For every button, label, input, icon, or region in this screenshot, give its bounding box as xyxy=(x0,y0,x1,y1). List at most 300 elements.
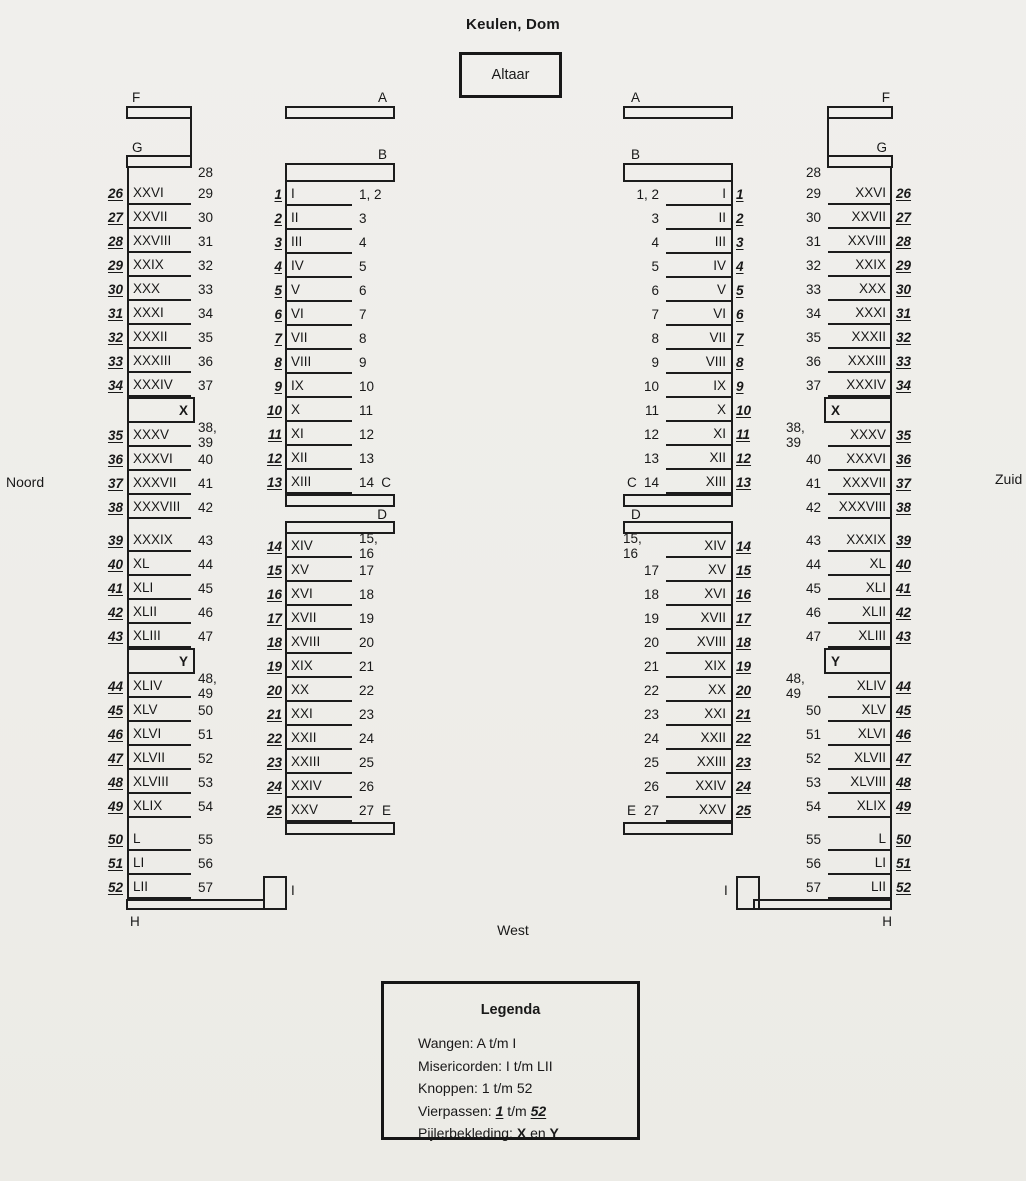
seat-cell xyxy=(285,606,352,630)
stall-row xyxy=(99,181,233,205)
vierpas-number: 38 xyxy=(107,499,123,515)
vierpas-number: 8 xyxy=(274,354,282,370)
vierpas-number: 25 xyxy=(266,802,282,818)
misericorde-numeral: XXVII xyxy=(851,208,886,224)
misericorde-numeral: II xyxy=(291,209,299,225)
misericorde-numeral: XLVI xyxy=(857,725,886,741)
stall-row xyxy=(99,624,233,648)
knop-number: 10 xyxy=(643,378,659,394)
knop-number: 13 xyxy=(643,450,659,466)
seat-cell xyxy=(828,770,892,794)
stall-row xyxy=(265,531,395,561)
altar-box xyxy=(459,52,562,98)
knop-number: 14 xyxy=(643,474,659,490)
vierpas-number: 44 xyxy=(107,678,123,694)
vierpas-number: 13 xyxy=(266,474,282,490)
vierpas-number: 42 xyxy=(107,604,123,620)
knop-number: 5 xyxy=(651,258,659,274)
stall-row xyxy=(265,558,395,582)
seat-cell xyxy=(127,447,191,471)
knop-number: 38, 39 xyxy=(786,420,805,450)
vierpas-number: 50 xyxy=(896,831,912,847)
knop-number: 19 xyxy=(359,610,375,626)
misericorde-numeral: XII xyxy=(291,449,308,465)
knop-number: 35 xyxy=(198,329,214,345)
misericorde-numeral: XXIV xyxy=(695,777,726,793)
vierpas-number: 20 xyxy=(266,682,282,698)
vierpas-number: 48 xyxy=(107,774,123,790)
seat-cell xyxy=(666,702,733,726)
stall-row xyxy=(623,446,753,470)
seat-cell xyxy=(828,624,892,648)
seat-cell xyxy=(828,746,892,770)
vierpas-number: 19 xyxy=(736,658,752,674)
vierpas-number: 11 xyxy=(267,426,282,442)
knop-number: 10 xyxy=(359,378,375,394)
misericorde-numeral: XVIII xyxy=(696,633,726,649)
knop-number: 54 xyxy=(805,798,821,814)
direction-label-west: West xyxy=(497,922,529,938)
knop-number: 26 xyxy=(643,778,659,794)
stall-row xyxy=(623,254,753,278)
wange-bar-E xyxy=(285,822,395,835)
seat-cell xyxy=(127,576,191,600)
seat-cell xyxy=(666,798,733,822)
knop-number: 48, 49 xyxy=(198,671,217,701)
seat-cell xyxy=(828,576,892,600)
stall-row xyxy=(786,528,920,552)
pillar-Y: Y xyxy=(824,648,892,674)
vierpas-number: 6 xyxy=(274,306,282,322)
stall-row xyxy=(786,253,920,277)
knop-number: 40 xyxy=(198,451,214,467)
misericorde-numeral: XLVIII xyxy=(133,773,169,789)
misericorde-numeral: XLVII xyxy=(133,749,166,765)
seat-cell xyxy=(285,654,352,678)
stall-row xyxy=(786,373,920,397)
misericorde-numeral: XIII xyxy=(705,473,726,489)
stall-row xyxy=(265,582,395,606)
misericorde-numeral: XLII xyxy=(861,603,886,619)
misericorde-numeral: XVIII xyxy=(291,633,321,649)
wange-label-E: E xyxy=(381,802,391,818)
knop-number: 24 xyxy=(359,730,375,746)
knop-number: 26 xyxy=(359,778,375,794)
misericorde-numeral: XVII xyxy=(291,609,317,625)
stall-row xyxy=(99,600,233,624)
misericorde-numeral: XIX xyxy=(291,657,313,673)
vierpas-number: 5 xyxy=(274,282,282,298)
legend-box xyxy=(381,981,640,1140)
seat-cell xyxy=(828,205,892,229)
misericorde-numeral: XIX xyxy=(704,657,726,673)
wange-label-F: F xyxy=(132,90,141,105)
misericorde-numeral: XLV xyxy=(133,701,158,717)
knop-number: 35 xyxy=(805,329,821,345)
stall-column-south-inner xyxy=(623,90,753,835)
seat-cell xyxy=(127,168,191,181)
seat-cell xyxy=(666,582,733,606)
misericorde-numeral: XLII xyxy=(133,603,158,619)
misericorde-numeral: L xyxy=(133,830,141,846)
spacer xyxy=(265,119,395,147)
misericorde-numeral: LI xyxy=(874,854,886,870)
page-title: Keulen, Dom xyxy=(466,16,560,33)
vierpas-number: 4 xyxy=(274,258,282,274)
misericorde-numeral: XV xyxy=(707,561,726,577)
misericorde-numeral: XXXIV xyxy=(133,376,173,392)
vierpas-number: 26 xyxy=(896,185,912,201)
misericorde-numeral: XLIV xyxy=(856,677,886,693)
pillar-X: X xyxy=(127,397,195,423)
seat-cell xyxy=(285,630,352,654)
stall-row xyxy=(99,722,233,746)
knop-number: 1, 2 xyxy=(636,186,659,202)
seat-cell xyxy=(828,181,892,205)
knop-number: 5 xyxy=(359,258,367,274)
seat-cell xyxy=(285,230,352,254)
vierpas-number: 43 xyxy=(107,628,123,644)
misericorde-numeral: XIV xyxy=(704,537,726,553)
stall-row xyxy=(786,698,920,722)
stall-row xyxy=(265,798,395,822)
vierpas-number: 50 xyxy=(107,831,123,847)
vierpas-number: 52 xyxy=(896,879,912,895)
stall-row xyxy=(99,277,233,301)
knop-number: 45 xyxy=(805,580,821,596)
wange-bar-F xyxy=(827,106,893,119)
legend-text: Pijlerbekleding: xyxy=(418,1125,517,1141)
vierpas-number: 2 xyxy=(736,210,744,226)
wange-label-G: G xyxy=(132,140,143,155)
stall-row xyxy=(265,654,395,678)
misericorde-numeral: IX xyxy=(713,377,726,393)
misericorde-numeral: XXXVIII xyxy=(838,498,886,514)
seat-cell xyxy=(127,423,191,447)
knop-number: 15, 16 xyxy=(359,531,378,561)
misericorde-numeral: XXVII xyxy=(133,208,168,224)
knop-number: 55 xyxy=(198,831,214,847)
misericorde-numeral: XXI xyxy=(704,705,726,721)
seat-cell xyxy=(127,277,191,301)
vierpas-number: 10 xyxy=(266,402,282,418)
knop-number: 11 xyxy=(359,402,374,418)
wange-bar-E xyxy=(623,822,733,835)
seat-cell xyxy=(666,750,733,774)
vierpas-number: 31 xyxy=(107,305,123,321)
wange-bar-H xyxy=(126,899,265,910)
seat-cell xyxy=(127,495,191,519)
wange-label-I: I xyxy=(291,883,295,898)
knop-number: 18 xyxy=(359,586,375,602)
wange-bar-F xyxy=(126,106,192,119)
misericorde-numeral: X xyxy=(716,401,726,417)
legend-text: Vierpassen: xyxy=(418,1102,496,1119)
knop-number: 22 xyxy=(643,682,659,698)
stall-row xyxy=(786,600,920,624)
seat-cell xyxy=(666,182,733,206)
stall-row xyxy=(265,302,395,326)
seat-cell xyxy=(285,326,352,350)
misericorde-numeral: XVII xyxy=(700,609,726,625)
seat-cell xyxy=(285,350,352,374)
vierpas-number: 20 xyxy=(736,682,752,698)
pillar-Y: Y xyxy=(127,648,195,674)
knop-number: 36 xyxy=(805,353,821,369)
vierpas-number: 32 xyxy=(107,329,123,345)
spacer xyxy=(623,119,753,147)
seat-cell xyxy=(666,726,733,750)
seat-cell xyxy=(828,528,892,552)
misericorde-numeral: XXX xyxy=(858,280,886,296)
stall-row xyxy=(99,552,233,576)
seat-cell xyxy=(285,398,352,422)
misericorde-numeral: XIII xyxy=(291,473,312,489)
vierpas-number: 29 xyxy=(896,257,912,273)
stall-row xyxy=(786,349,920,373)
knop-number: 29 xyxy=(198,185,214,201)
knop-number: 37 xyxy=(198,377,214,393)
wange-label-B: B xyxy=(631,147,641,162)
knop-number: 51 xyxy=(805,726,821,742)
legend-text: en xyxy=(526,1125,550,1141)
seat-cell xyxy=(666,206,733,230)
wange-bar-B xyxy=(623,163,733,182)
vierpas-number: 22 xyxy=(266,730,282,746)
seat-cell xyxy=(828,253,892,277)
vierpas-number: 17 xyxy=(736,610,752,626)
misericorde-numeral: LII xyxy=(870,878,886,894)
wange-label-I: I xyxy=(724,883,728,898)
stall-gap xyxy=(127,519,191,528)
stall-row xyxy=(99,528,233,552)
misericorde-numeral: III xyxy=(291,233,303,249)
vierpas-number: 28 xyxy=(107,233,123,249)
vierpas-number: 19 xyxy=(266,658,282,674)
misericorde-numeral: XXVIII xyxy=(133,232,172,248)
vierpas-number: 40 xyxy=(107,556,123,572)
vierpas-number: 16 xyxy=(736,586,752,602)
seat-cell xyxy=(285,374,352,398)
vierpas-number: 41 xyxy=(896,580,912,596)
seat-cell xyxy=(828,301,892,325)
seat-cell xyxy=(285,422,352,446)
misericorde-numeral: XLIV xyxy=(133,677,163,693)
knop-number: 32 xyxy=(805,257,821,273)
seat-cell xyxy=(285,206,352,230)
knop-number: 23 xyxy=(359,706,375,722)
seat-cell xyxy=(666,774,733,798)
seat-cell xyxy=(285,302,352,326)
misericorde-numeral: XX xyxy=(291,681,310,697)
seat-cell xyxy=(828,277,892,301)
legend-title: Legenda xyxy=(480,1002,541,1018)
vierpas-number: 41 xyxy=(107,580,123,596)
seat-cell xyxy=(666,326,733,350)
vierpas-number: 23 xyxy=(266,754,282,770)
vierpas-number: 32 xyxy=(896,329,912,345)
knop-number: 19 xyxy=(643,610,659,626)
misericorde-numeral: XLIII xyxy=(858,627,886,643)
seat-cell xyxy=(828,495,892,519)
vierpas-number: 7 xyxy=(736,330,744,346)
stall-row xyxy=(623,182,753,206)
knop-number: 8 xyxy=(359,330,367,346)
vierpas-number: 18 xyxy=(736,634,752,650)
knop-number: 54 xyxy=(198,798,214,814)
knop-number: 43 xyxy=(805,532,821,548)
stall-row xyxy=(265,374,395,398)
seat-cell xyxy=(666,350,733,374)
vierpas-number: 3 xyxy=(736,234,744,250)
seat-cell xyxy=(666,678,733,702)
vierpas-number: 52 xyxy=(107,879,123,895)
knop-number: 44 xyxy=(805,556,821,572)
wange-bar-H xyxy=(753,899,892,910)
stall-row xyxy=(623,726,753,750)
knop-number: 51 xyxy=(198,726,214,742)
stall-row xyxy=(623,422,753,446)
knop-number: 32 xyxy=(198,257,214,273)
stall-row xyxy=(786,722,920,746)
wange-label-A: A xyxy=(631,90,641,105)
knop-number: 46 xyxy=(198,604,214,620)
vierpas-number: 44 xyxy=(896,678,912,694)
seat-cell xyxy=(127,851,191,875)
seat-cell xyxy=(127,373,191,397)
misericorde-numeral: XXXVIII xyxy=(133,498,181,514)
stall-row xyxy=(99,770,233,794)
vierpas-number: 28 xyxy=(896,233,912,249)
stall-row xyxy=(623,798,753,822)
stall-row xyxy=(99,420,233,450)
knop-number: 47 xyxy=(805,628,821,644)
seat-cell xyxy=(666,606,733,630)
wange-label-G: G xyxy=(876,140,887,155)
stall-row xyxy=(99,671,233,701)
seat-cell xyxy=(828,827,892,851)
stall-gap xyxy=(127,818,191,827)
knop-number: 33 xyxy=(198,281,214,297)
knop-number: 50 xyxy=(805,702,821,718)
seat-cell xyxy=(285,470,352,494)
stall-row xyxy=(265,774,395,798)
misericorde-numeral: XLIII xyxy=(133,627,161,643)
stall-row xyxy=(623,606,753,630)
legend-text: Misericorden: I t/m LII xyxy=(418,1057,553,1074)
knop-number: 3 xyxy=(359,210,367,226)
seat-cell xyxy=(285,254,352,278)
seat-cell xyxy=(127,325,191,349)
misericorde-numeral: XLIX xyxy=(856,797,886,813)
stall-row xyxy=(786,495,920,519)
seat-cell xyxy=(285,726,352,750)
vierpas-number: 47 xyxy=(107,750,123,766)
seat-cell xyxy=(285,278,352,302)
seat-cell xyxy=(127,875,191,899)
seat-cell xyxy=(828,875,892,899)
wange-connector xyxy=(827,119,893,155)
knop-number: 9 xyxy=(359,354,367,370)
knop-number: 48, 49 xyxy=(786,671,805,701)
stall-row xyxy=(786,325,920,349)
misericorde-numeral: XXIV xyxy=(291,777,322,793)
stall-row xyxy=(623,350,753,374)
vierpas-number: 9 xyxy=(736,378,744,394)
wange-connector xyxy=(126,119,192,155)
stall-row xyxy=(786,576,920,600)
knop-number: 46 xyxy=(805,604,821,620)
seat-cell xyxy=(828,229,892,253)
seat-cell xyxy=(127,674,191,698)
seat-cell xyxy=(828,349,892,373)
stall-row xyxy=(623,302,753,326)
misericorde-numeral: XXV xyxy=(698,801,726,817)
knop-number: 36 xyxy=(198,353,214,369)
vierpas-number: 48 xyxy=(896,774,912,790)
wange-bar-B xyxy=(285,163,395,182)
misericorde-numeral: II xyxy=(718,209,726,225)
legend-line xyxy=(418,1055,637,1078)
wange-label-C: C xyxy=(627,474,637,490)
misericorde-numeral: XXXII xyxy=(851,328,886,344)
seat-cell xyxy=(828,600,892,624)
vierpas-sample: 52 xyxy=(530,1102,547,1119)
stall-row xyxy=(623,630,753,654)
misericorde-numeral: V xyxy=(716,281,726,297)
wange-box-I xyxy=(736,876,760,910)
misericorde-numeral: VII xyxy=(709,329,726,345)
knop-number: 27 xyxy=(359,802,375,818)
knop-number: 14 xyxy=(359,474,375,490)
misericorde-numeral: XV xyxy=(291,561,310,577)
wange-box-I xyxy=(263,876,287,910)
stall-row xyxy=(786,552,920,576)
seat-cell xyxy=(127,827,191,851)
knop-number: 25 xyxy=(643,754,659,770)
stall-row xyxy=(786,471,920,495)
knop-number: 21 xyxy=(643,658,659,674)
knop-number: 28 xyxy=(198,165,214,180)
stall-row xyxy=(623,558,753,582)
vierpas-number: 39 xyxy=(107,532,123,548)
knop-number: 37 xyxy=(805,377,821,393)
stall-row xyxy=(265,278,395,302)
seat-cell xyxy=(666,630,733,654)
stall-row xyxy=(786,770,920,794)
knop-number: 12 xyxy=(643,426,659,442)
vierpas-number: 37 xyxy=(896,475,912,491)
stall-row xyxy=(99,447,233,471)
stall-row xyxy=(99,851,233,875)
misericorde-numeral: XXXIV xyxy=(846,376,886,392)
stall-row xyxy=(786,827,920,851)
seat-cell xyxy=(666,534,733,558)
misericorde-numeral: XXXVI xyxy=(133,450,173,466)
direction-label-north: Noord xyxy=(6,474,45,490)
knop-number: 15, 16 xyxy=(623,531,642,561)
knop-number: 8 xyxy=(651,330,659,346)
misericorde-numeral: XXII xyxy=(700,729,726,745)
knop-number: 28 xyxy=(805,165,821,180)
knop-number: 42 xyxy=(805,499,821,515)
vierpas-number: 46 xyxy=(107,726,123,742)
knop-number: 17 xyxy=(643,562,659,578)
vierpas-number: 18 xyxy=(266,634,282,650)
knop-number: 1, 2 xyxy=(359,186,382,202)
seat-cell xyxy=(828,851,892,875)
misericorde-numeral: VII xyxy=(291,329,308,345)
